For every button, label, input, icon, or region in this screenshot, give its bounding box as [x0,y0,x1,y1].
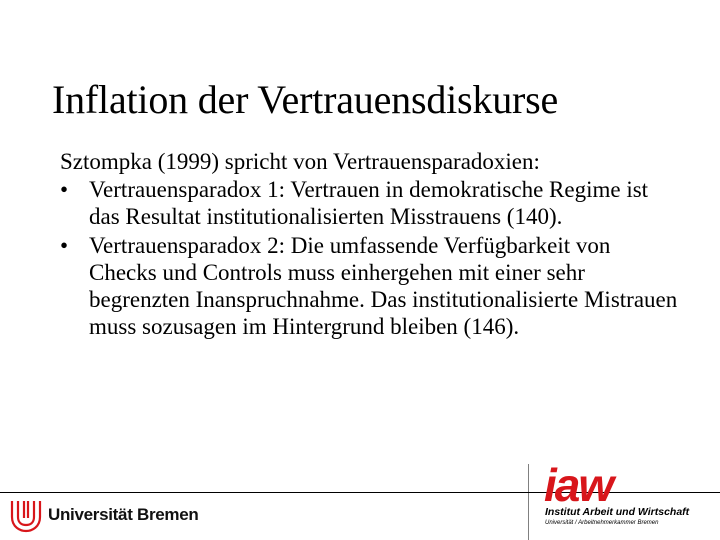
iaw-wordmark: iaw [544,459,613,511]
university-name: Universität Bremen [48,505,199,524]
slide-body [60,148,680,342]
bullet-icon: • [60,233,69,258]
bullet-icon: • [60,177,69,202]
intro-text: Sztompka (1999) spricht von Vertrauensparadoxien: [60,149,540,174]
iaw-institute-name: Institut Arbeit und Wirtschaft [545,506,690,518]
iaw-affiliation: Universität / Arbeitnehmerkammer Bremen [545,520,659,526]
bullet-list [60,176,680,340]
list-item [60,176,680,230]
slide-title: Inflation der Vertrauensdiskurse [52,77,559,122]
bullet-text: Vertrauensparadox 1: Vertrauen in demokratische Regime ist das Resultat institutionalisierten Misstrauens (140). [89,177,649,229]
list-item [60,232,680,340]
bullet-text: Vertrauensparadox 2: Die umfassende Verfügbarkeit von Checks und Controls muss einhergehen mit einer sehr begrenzten Inanspruchnahme. Das institutionalisierte Mistrauen muss sozusagen im Hintergrund bleiben (146). [89,233,678,339]
university-emblem-icon [8,497,44,533]
university-logo [8,495,199,535]
